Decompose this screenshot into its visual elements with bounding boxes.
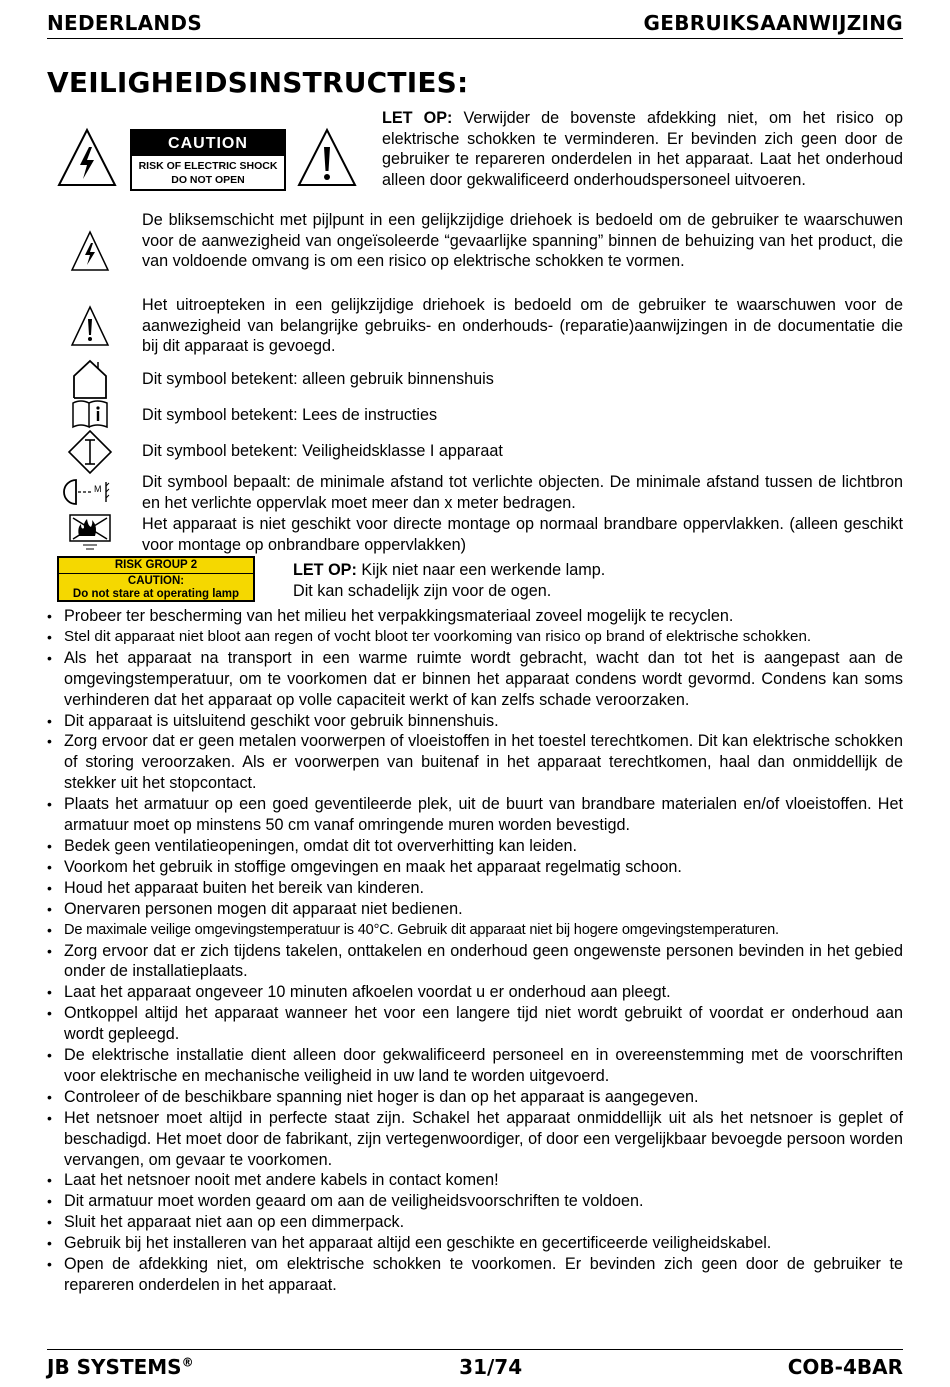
risk-group-caution: CAUTION:: [127, 575, 185, 587]
page-number: 31/74: [459, 1355, 523, 1379]
risk-group-label: [57, 556, 255, 602]
list-item: • De elektrische installatie dient alleen door gekwalificeerd personeel en in overeenstemming met de voorschriften voor elektrische en mechanische veiligheid in uw land te worden uitgevoerd.: [47, 1045, 903, 1087]
indoor-use-house-icon: [70, 358, 110, 400]
page-header: [47, 8, 903, 39]
list-item: • Houd het apparaat buiten het bereik van kinderen.: [47, 878, 903, 899]
list-item: • Dit armatuur moet worden geaard om aan de veiligheidsvoorschriften te voldoen.: [47, 1191, 903, 1212]
page-title: VEILIGHEIDSINSTRUCTIES:: [47, 66, 469, 99]
list-item: • Bedek geen ventilatieopeningen, omdat dit tot oververhitting kan leiden.: [47, 836, 903, 857]
exclamation-description: Het uitroepteken in een gelijkzijdige driehoek is bedoeld om de gebruiker te waarschuwen voor de aanwezigheid van belangrijke gebruiks- en onderhouds- (reparatie)aanwijzingen in de documentatie die bij dit apparaat is gevoegd.: [142, 296, 903, 355]
model-name: COB-4BAR: [787, 1355, 903, 1379]
list-item: • Het netsnoer moet altijd in perfecte staat zijn. Schakel het apparaat onmiddellijk uit als het netsnoer is geplet of beschadigd. Het moet door de fabrikant, zijn vertegenwoordiger, of door een vergelijkbaar bevoegde persoon worden vervangen, om gevaar te voorkomen.: [47, 1108, 903, 1171]
list-item: • Controleer of de beschikbare spanning niet hoger is dan op het apparaat is aangegeven.: [47, 1087, 903, 1108]
list-item: • Probeer ter bescherming van het milieu het verpakkingsmateriaal zoveel mogelijk te recyclen.: [47, 606, 903, 627]
risk-group-title: RISK GROUP 2: [59, 558, 253, 574]
flammable-surface-icon: [67, 512, 113, 552]
list-item: • Plaats het armatuur op een goed geventileerde plek, uit de buurt van brandbare materialen en/of vloeistoffen. Het armatuur moet op minstens 50 cm vanaf omringende muren worden bevestigd.: [47, 794, 903, 836]
caution-title: CAUTION: [132, 131, 284, 156]
list-item: • Onervaren personen mogen dit apparaat niet bedienen.: [47, 899, 903, 920]
list-item: • Laat het apparaat ongeveer 10 minuten afkoelen voordat u er onderhoud aan pleegt.: [47, 982, 903, 1003]
lamp-warning-text: Kijk niet naar een werkende lamp.: [356, 561, 606, 579]
safety-instructions-list: [47, 606, 903, 1296]
let-op-label: LET OP:: [382, 109, 453, 127]
minimum-distance-icon: [62, 478, 110, 506]
indoor-description: Dit symbool betekent: alleen gebruik binnenshuis: [142, 370, 494, 388]
list-item: • Laat het netsnoer nooit met andere kabels in contact komen!: [47, 1170, 903, 1191]
risk-group-warning: Do not stare at operating lamp: [72, 588, 240, 600]
list-item: • De maximale veilige omgevingstemperatuur is 40°C. Gebruik dit apparaat niet bij hogere omgevingstemperaturen.: [47, 920, 903, 941]
list-item: • Sluit het apparaat niet aan op een dimmerpack.: [47, 1212, 903, 1233]
list-item: • Zorg ervoor dat er geen metalen voorwerpen of vloeistoffen in het toestel terechtkomen. Dit kan elektrische schokken of storing veroorzaken. Als er voorwerpen van buitenaf in het apparaat terechtkomen, haal dan onmiddellijk de stekker uit het stopcontact.: [47, 731, 903, 794]
header-doc-type: GEBRUIKSAANWIJZING: [643, 11, 903, 35]
exclamation-warning-icon: [296, 127, 358, 189]
footer-brand: [47, 1355, 194, 1379]
class1-description: Dit symbool betekent: Veiligheidsklasse I apparaat: [142, 442, 503, 460]
lamp-warning-line2: Dit kan schadelijk zijn voor de ogen.: [293, 581, 552, 600]
manual-description: Dit symbool betekent: Lees de instructies: [142, 406, 438, 424]
distance-icon-label: M: [94, 484, 102, 494]
list-item: • Zorg ervoor dat er zich tijdens takelen, onttakelen en onderhoud geen ongewenste personen bevinden in het gebied onder de installatieplaats.: [47, 941, 903, 983]
caution-line-2: DO NOT OPEN: [171, 174, 245, 186]
list-item: • Stel dit apparaat niet bloot aan regen of vocht bloot ter voorkoming van risico op brand of elektrische schokken.: [47, 627, 903, 648]
electric-shock-warning-icon: [56, 127, 118, 189]
safety-class-1-icon: [67, 429, 113, 475]
list-item: • Voorkom het gebruik in stoffige omgevingen en maak het apparaat regelmatig schoon.: [47, 857, 903, 878]
list-item: • Dit apparaat is uitsluitend geschikt voor gebruik binnenshuis.: [47, 711, 903, 732]
brand-name: JB SYSTEMS: [47, 1355, 182, 1379]
registered-mark: ®: [181, 1355, 194, 1370]
lamp-warning-label: LET OP:: [293, 561, 357, 579]
exclamation-triangle-icon: [70, 304, 110, 348]
list-item: • Open de afdekking niet, om elektrische schokken te voorkomen. Er bevinden zich geen door de gebruiker te repareren onderdelen in het apparaat.: [47, 1254, 903, 1296]
let-op-text: Verwijder de bovenste afdekking niet, om het risico op elektrische schokken te verminderen. Er bevinden zich geen door de gebruiker te repareren onderdelen in het apparaat. Laat het onderhoud alleen door gekwalificeerd onderhoudspersoneel uitvoeren.: [382, 109, 903, 189]
let-op-notice: [382, 108, 903, 190]
flammable-description: Het apparaat is niet geschikt voor directe montage op normaal brandbare oppervlakken. (alleen geschikt voor montage op onbrandbare oppervlakken): [142, 515, 903, 554]
read-manual-icon: [70, 398, 110, 430]
lightning-description: De bliksemschicht met pijlpunt in een gelijkzijdige driehoek is bedoeld om de gebruiker te waarschuwen voor de aanwezigheid van ongeïsoleerde “gevaarlijke spanning” binnen de behuizing van het product, die van voldoende omvang is om een risico op elektrische schokken te vormen.: [142, 211, 903, 270]
list-item: • Gebruik bij het installeren van het apparaat altijd een geschikte en gecertificeerde veiligheidskabel.: [47, 1233, 903, 1254]
distance-description: Dit symbool bepaalt: de minimale afstand tot verlichte objecten. De minimale afstand tussen de lichtbron en het verlichte oppervlak moet meer dan x meter bedragen.: [142, 473, 903, 512]
list-item: • Als het apparaat na transport in een warme ruimte wordt gebracht, wacht dan tot het is aangepast aan de omgevingstemperatuur, om te voorkomen dat er binnen het apparaat condens wordt gevormd. Condens kan soms verhinderen dat het apparaat op volle capaciteit werkt of kan zelfs schade veroorzaken.: [47, 648, 903, 711]
header-language: NEDERLANDS: [47, 11, 203, 35]
list-item: • Ontkoppel altijd het apparaat wanneer het voor een langere tijd niet wordt gebruikt of voordat er onderhoud aan wordt gepleegd.: [47, 1003, 903, 1045]
caution-line-1: RISK OF ELECTRIC SHOCK: [138, 160, 278, 172]
caution-label: [130, 129, 286, 191]
lamp-warning: [293, 560, 893, 601]
lightning-triangle-icon: [70, 229, 110, 273]
page-footer: [47, 1349, 903, 1384]
